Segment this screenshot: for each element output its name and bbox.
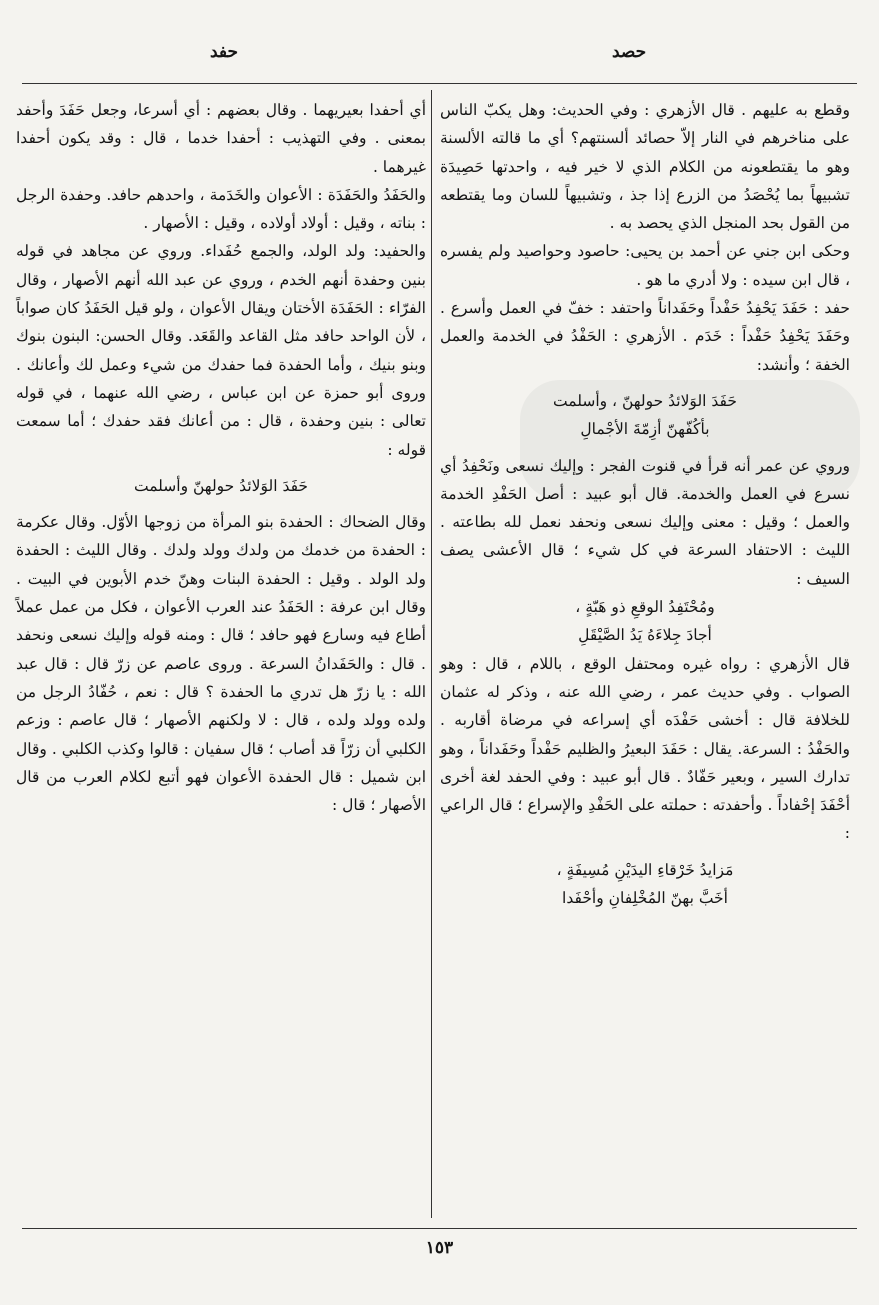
left-para-1: أي أحفدا بعيريهما . وقال بعضهم : أي أسرعا، وجعل حَفَدَ وأحفد بمعنى . وفي التهذيب : أحفدا خدما ، قال : وقد يكون أحفدا غيرهما . (16, 101, 426, 176)
right-verse-1-line-2: بأكُفّهنّ أزِمّةَ الأجْمالِ (580, 420, 710, 439)
right-column (440, 96, 850, 912)
bottom-rule (22, 1228, 857, 1229)
column-divider (431, 90, 432, 1218)
left-para-2: والحَفَدُ والحَفَدَة : الأعوان والخَدَمة ، واحدهم حافد. وحفدة الرجل : بناته ، وقيل : أولاد أولاده ، وقيل : الأصهار . (16, 185, 426, 233)
right-para-5: قال الأزهري : رواه غيره ومحتفل الوقع ، باللام ، قال : وهو الصواب . وفي حديث عمر ، رضي الله عنه ، وذكر له عثمان للخلافة قال : أخشى حَفْدَه أي إسراعه في مرضاة أقاربه . والحَفْدُ : السرعة. يقال : حَفَدَ البعيرُ والظليم حَفْداً وحَفَداناً ، وهو تدارك السير ، وبعير حَفّادٌ . قال أبو عبيد : وفي الحفد لغة أخرى أحْفَدَ إحْفاداً . وأحفدته : حملته على الحَفْدِ والإسراع ؛ قال الراعي : (440, 654, 850, 843)
right-para-1: وقطع به عليهم . قال الأزهري : وفي الحديث: وهل يكبّ الناس على مناخرهم في النار إلاّ حصائد ألسنتهم؟ أي ما قالته الألسنة وهو ما يقتطعونه من الكلام الذي لا خير فيه ، واحدتها حَصِيدَة تشبيهاً بما يُحْصَدُ من الزرع إذا جذ ، وتشبيهاً للسان وما يقتطعه من القول بحد المنجل الذي يحصد به . (440, 101, 850, 233)
left-para-3: والحفيد: ولد الولد، والجمع حُفَداء. وروي عن مجاهد في قوله بنين وحفدة أنهم الخدم ، وروي عن عبد الله أنهم الأصهار ، وقال الفرّاء : الحَفَدَة الأختان ويقال الأعوان ، ولو قيل الحَفَدُ كان صواباً ، لأن الواحد حافد مثل القاعد والقَعَد. وقال الحسن: البنون بنوك وبنو بنيك ، وأما الحفدة فما حفدك من شيء وعمل لك وأعانك . وروى أبو حمزة عن ابن عباس ، رضي الله عنهما ، في قوله تعالى : بنين وحفدة ، قال : من أعانك فقد حفدك ؛ أما سمعت قوله : (16, 242, 426, 459)
right-para-2: وحكى ابن جني عن أحمد بن يحيى: حاصود وحواصيد ولم يفسره ، قال ابن سيده : ولا أدري ما هو . (440, 242, 850, 289)
right-verse-2-line-1: ومُحْتَفِدُ الوقعِ ذو هَبّةٍ ، (575, 598, 715, 617)
right-verse-1-line-1: حَفَدَ الوَلائدُ حولهنّ ، وأسلمت (553, 391, 737, 410)
right-verse-3-line-1: مَزايدُ خَرْقاءِ اليدَيْنِ مُسِيفَةٍ ، (556, 860, 734, 879)
top-rule (22, 83, 857, 84)
right-para-4: وروي عن عمر أنه قرأ في قنوت الفجر : وإليك نسعى ونَحْفِدُ أي نسرع في العمل والخدمة. قال أبو عبيد : أصل الحَفْدِ الخدمة والعمل ؛ وقيل : معنى وإليك نسعى ونحفد نعمل لله بطاعته . الليث : الاحتفاد السرعة في كل شيء ؛ قال الأعشى يصف السيف : (440, 456, 850, 588)
right-verse-3-line-2: أخَبَّ بهنّ المُخْلِفانِ وأحْفَدا (562, 889, 728, 908)
header-left-word: حفد (210, 42, 239, 62)
left-para-4: وقال الضحاك : الحفدة بنو المرأة من زوجها الأوّل. وقال عكرمة : الحفدة من خدمك من ولدك وولد ولدك . وقال الليث : الحفدة ولد الولد . وقيل : الحفدة البنات وهنّ خدم الأبوين في البيت . وقال ابن عرفة : الحَفَدُ عند العرب الأعوان ، فكل من عمل عملاً أطاع فيه وسارع فهو حافد ؛ قال : ومنه قوله وإليك نسعى ونحفد . قال : والحَفَدانُ السرعة . وروى عاصم عن زرّ قال : قال عبد الله : يا زرّ هل تدري ما الحفدة ؟ قال : نعم ، حُفّادُ الرجل من ولده وولد ولده ، قال : لا ولكنهم الأصهار ؛ قال عاصم : وزعم الكلبي أن زرّاً قد أصاب ؛ قال سفيان : قالوا وكذب الكلبي . وقال ابن شميل : قال الحفدة الأعوان فهو أتبع لكلام العرب من قال الأصهار ؛ قال : (16, 513, 426, 815)
right-para-3: حفد : حَفَدَ يَحْفِدُ حَفْداً وحَفَداناً واحتفد : خفّ في العمل وأسرع . وحَفَدَ يَحْفِدُ حَفْداً : خَدَم . الأزهري : الحَفْدُ في الخدمة والعمل الخفة ؛ وأنشد: (440, 299, 850, 374)
left-verse-1: حَفَدَ الوَلائدُ حولهنّ وأسلمت (133, 476, 308, 495)
left-column (16, 96, 426, 819)
header-right-word: حصد (612, 42, 647, 62)
page-number: ١٥٣ (425, 1238, 454, 1258)
right-verse-2-line-2: أجادَ جِلاءَهُ يَدُ الصَّيْقَلِ (578, 626, 712, 645)
